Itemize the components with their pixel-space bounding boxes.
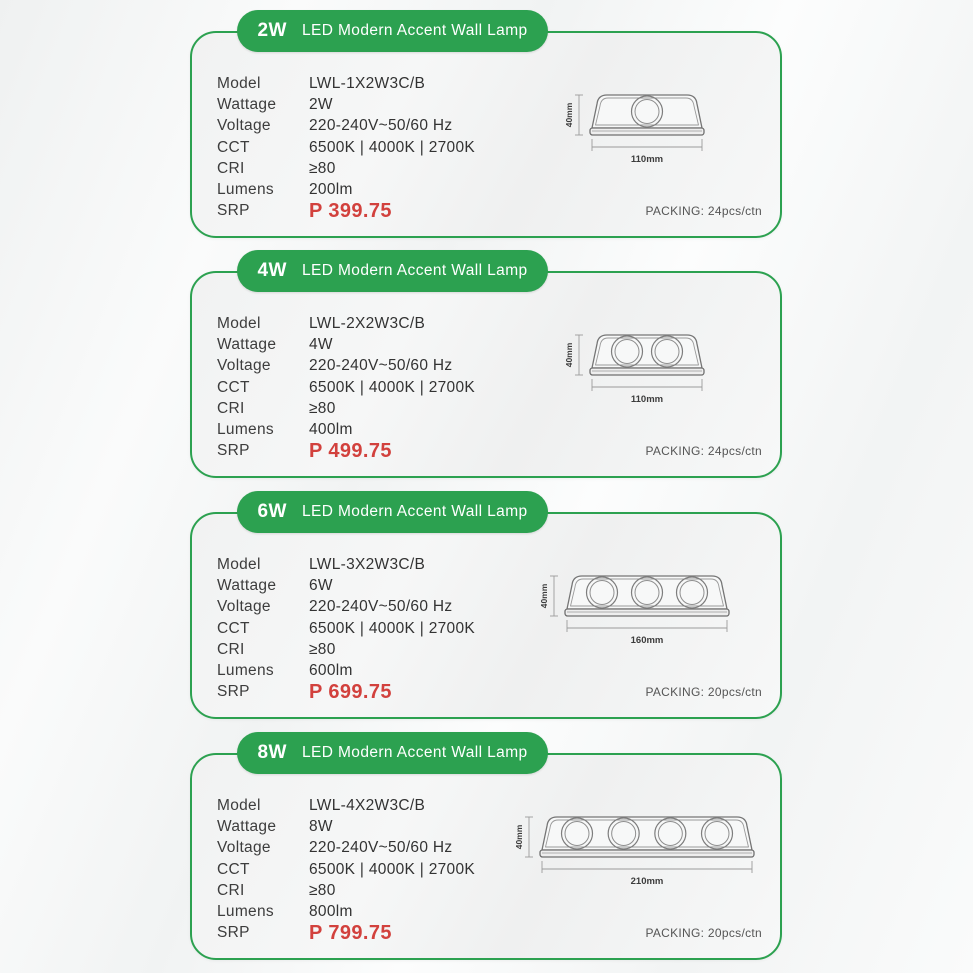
spec-row (217, 660, 507, 681)
product-card (190, 491, 782, 719)
spec-row (217, 575, 507, 596)
spec-value: 220-240V~50/60 Hz (309, 117, 453, 135)
spec-value-price: P 399.75 (309, 199, 392, 222)
card-body (190, 31, 782, 238)
product-card (190, 732, 782, 960)
card-body (190, 753, 782, 960)
width-dimension-label: 160mm (630, 635, 664, 646)
spec-row (217, 795, 507, 816)
spec-value: 220-240V~50/60 Hz (309, 839, 453, 857)
spec-value: LWL-1X2W3C/B (309, 74, 426, 92)
spec-value: 400lm (309, 421, 353, 439)
spec-label: CRI (217, 881, 245, 899)
spec-label: Voltage (217, 117, 271, 135)
lamp-diagram (500, 813, 772, 925)
lamp-diagram (500, 572, 772, 684)
spec-value-price: P 699.75 (309, 680, 392, 703)
spec-row (217, 313, 507, 334)
spec-value: LWL-3X2W3C/B (309, 555, 426, 573)
spec-table (217, 73, 507, 222)
packing-info: PACKING: 24pcs/ctn (645, 444, 762, 458)
spec-label: Model (217, 74, 261, 92)
spec-row (217, 158, 507, 179)
spec-value-price: P 499.75 (309, 439, 392, 462)
card-title: LED Modern Accent Wall Lamp (301, 503, 528, 520)
spec-label: Lumens (217, 662, 274, 680)
spec-row (217, 137, 507, 158)
spec-label: SRP (217, 683, 250, 701)
spec-value: LWL-2X2W3C/B (309, 314, 426, 332)
spec-value: 200lm (309, 181, 353, 199)
spec-label: CRI (217, 159, 245, 177)
spec-row (217, 682, 507, 703)
spec-value: ≥80 (309, 640, 336, 658)
spec-row (217, 554, 507, 575)
spec-table (217, 795, 507, 944)
spec-row (217, 94, 507, 115)
spec-label: Model (217, 314, 261, 332)
spec-row (217, 201, 507, 222)
product-card (190, 10, 782, 238)
spec-label: SRP (217, 202, 250, 220)
spec-table (217, 313, 507, 462)
lamp-diagram-svg (560, 91, 712, 169)
spec-row (217, 334, 507, 355)
card-title: LED Modern Accent Wall Lamp (301, 744, 528, 761)
spec-value: 4W (309, 335, 333, 353)
spec-label: Model (217, 796, 261, 814)
product-card (190, 250, 782, 478)
width-dimension-label: 110mm (630, 394, 664, 405)
spec-label: CRI (217, 640, 245, 658)
spec-value: 6500K | 4000K | 2700K (309, 138, 476, 156)
spec-label: Wattage (217, 817, 277, 835)
spec-row (217, 419, 507, 440)
spec-label: Model (217, 555, 261, 573)
spec-row (217, 618, 507, 639)
spec-value: 2W (309, 95, 333, 113)
lamp-diagram-svg (510, 813, 762, 891)
spec-row (217, 859, 507, 880)
spec-value: LWL-4X2W3C/B (309, 796, 426, 814)
card-header-pill (237, 10, 548, 52)
spec-label: Lumens (217, 181, 274, 199)
spec-value: 6500K | 4000K | 2700K (309, 860, 476, 878)
lamp-diagram (500, 91, 772, 203)
spec-label: CCT (217, 378, 250, 396)
spec-row (217, 116, 507, 137)
spec-label: Voltage (217, 357, 271, 375)
spec-value: 6500K | 4000K | 2700K (309, 378, 476, 396)
spec-label: Wattage (217, 335, 277, 353)
width-dimension-label: 110mm (630, 154, 664, 165)
spec-row (217, 73, 507, 94)
width-dimension-label: 210mm (630, 876, 664, 887)
spec-row (217, 441, 507, 462)
spec-label: Wattage (217, 576, 277, 594)
spec-row (217, 880, 507, 901)
spec-row (217, 816, 507, 837)
spec-label: CRI (217, 399, 245, 417)
spec-row (217, 923, 507, 944)
spec-label: CCT (217, 138, 250, 156)
spec-label: Voltage (217, 839, 271, 857)
wattage-badge: 6W (257, 501, 287, 522)
height-dimension-label: 40mm (564, 102, 574, 128)
card-body (190, 271, 782, 478)
spec-label: Lumens (217, 903, 274, 921)
wattage-badge: 2W (257, 20, 287, 41)
card-header-pill (237, 250, 548, 292)
spec-row (217, 597, 507, 618)
spec-value: 8W (309, 817, 333, 835)
spec-row (217, 377, 507, 398)
spec-value: ≥80 (309, 881, 336, 899)
spec-row (217, 838, 507, 859)
packing-info: PACKING: 20pcs/ctn (645, 685, 762, 699)
spec-label: SRP (217, 442, 250, 460)
spec-value: 220-240V~50/60 Hz (309, 598, 453, 616)
spec-value: 220-240V~50/60 Hz (309, 357, 453, 375)
card-body (190, 512, 782, 719)
lamp-body (565, 576, 729, 616)
wattage-badge: 8W (257, 742, 287, 763)
spec-row (217, 901, 507, 922)
packing-info: PACKING: 24pcs/ctn (645, 204, 762, 218)
height-dimension-label: 40mm (514, 824, 524, 850)
spec-label: Lumens (217, 421, 274, 439)
packing-info: PACKING: 20pcs/ctn (645, 926, 762, 940)
spec-row (217, 398, 507, 419)
card-title: LED Modern Accent Wall Lamp (301, 262, 528, 279)
spec-row (217, 639, 507, 660)
lamp-diagram-svg (560, 331, 712, 409)
lamp-body (590, 95, 704, 135)
spec-label: Wattage (217, 95, 277, 113)
spec-value-price: P 799.75 (309, 921, 392, 944)
card-header-pill (237, 491, 548, 533)
lamp-diagram-svg (535, 572, 737, 650)
spec-row (217, 356, 507, 377)
spec-value: 600lm (309, 662, 353, 680)
spec-row (217, 179, 507, 200)
spec-value: 6W (309, 576, 333, 594)
lamp-body (590, 335, 704, 375)
height-dimension-label: 40mm (539, 583, 549, 609)
spec-value: 800lm (309, 903, 353, 921)
spec-value: ≥80 (309, 399, 336, 417)
height-dimension-label: 40mm (564, 342, 574, 368)
spec-label: SRP (217, 924, 250, 942)
spec-label: Voltage (217, 598, 271, 616)
wattage-badge: 4W (257, 260, 287, 281)
spec-table (217, 554, 507, 703)
spec-label: CCT (217, 860, 250, 878)
card-title: LED Modern Accent Wall Lamp (301, 22, 528, 39)
spec-value: 6500K | 4000K | 2700K (309, 619, 476, 637)
spec-label: CCT (217, 619, 250, 637)
spec-value: ≥80 (309, 159, 336, 177)
card-header-pill (237, 732, 548, 774)
lamp-diagram (500, 331, 772, 443)
